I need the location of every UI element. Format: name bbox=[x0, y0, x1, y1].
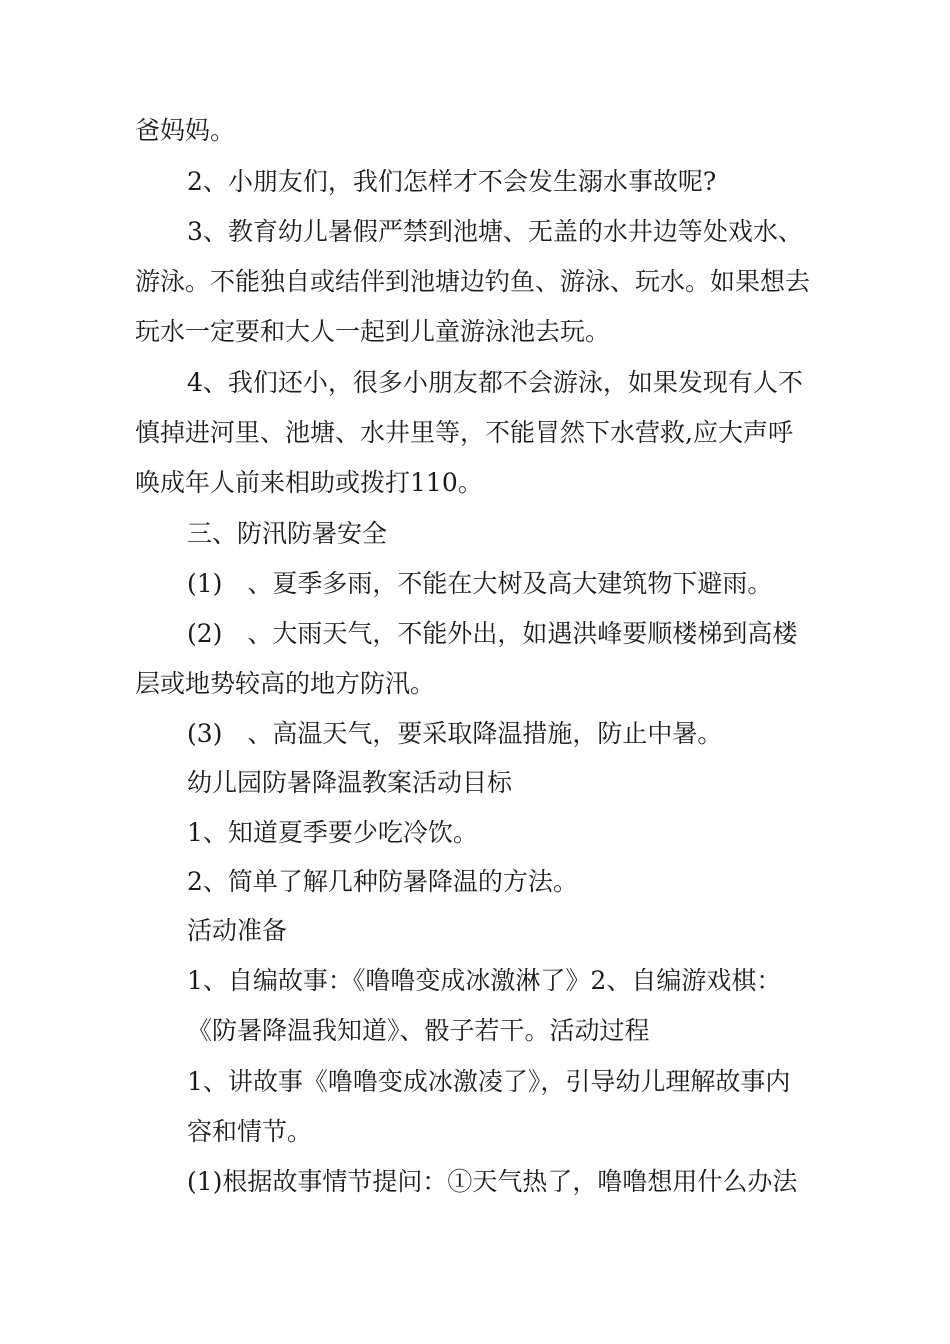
section-heading: 幼儿园防暑降温教案活动目标 bbox=[187, 768, 513, 797]
text-line: (3) 、高温天气，要采取降温措施，防止中暑。 bbox=[187, 719, 723, 748]
text-line: 2、小朋友们，我们怎样才不会发生溺水事故呢? bbox=[187, 167, 717, 196]
text-line: 1、讲故事《噜噜变成冰激凌了》，引导幼儿理解故事内 bbox=[187, 1067, 791, 1096]
text-line: 1、自编故事：《噜噜变成冰激淋了》2、自编游戏棋： bbox=[187, 966, 782, 995]
text-line: 2、简单了解几种防暑降温的方法。 bbox=[187, 867, 578, 896]
text-line: 4、我们还小，很多小朋友都不会游泳，如果发现有人不 bbox=[187, 368, 803, 397]
text-line: (1)根据故事情节提问：①天气热了，噜噜想用什么办法 bbox=[187, 1167, 798, 1196]
text-line: 3、教育幼儿暑假严禁到池塘、无盖的水井边等处戏水、 bbox=[187, 217, 803, 246]
text-line: 唤成年人前来相助或拨打110。 bbox=[135, 468, 483, 497]
text-line: 爸妈妈。 bbox=[135, 116, 236, 145]
section-heading: 活动准备 bbox=[187, 916, 288, 945]
text-line: 游泳。不能独自或结伴到池塘边钓鱼、游泳、玩水。如果想去 bbox=[135, 267, 811, 296]
text-line: 层或地势较高的地方防汛。 bbox=[135, 669, 436, 698]
text-line: 1、知道夏季要少吃冷饮。 bbox=[187, 818, 478, 847]
text-line: 《防暑降温我知道》、骰子若干。活动过程 bbox=[187, 1016, 650, 1045]
text-line: 慎掉进河里、池塘、水井里等，不能冒然下水营救,应大声呼 bbox=[135, 418, 793, 447]
text-line: (2) 、大雨天气，不能外出，如遇洪峰要顺楼梯到高楼 bbox=[187, 619, 798, 648]
text-line: (1) 、夏季多雨，不能在大树及高大建筑物下避雨。 bbox=[187, 569, 773, 598]
text-line: 玩水一定要和大人一起到儿童游泳池去玩。 bbox=[135, 317, 611, 346]
text-line: 容和情节。 bbox=[187, 1117, 313, 1146]
section-heading: 三、防汛防暑安全 bbox=[187, 519, 388, 548]
